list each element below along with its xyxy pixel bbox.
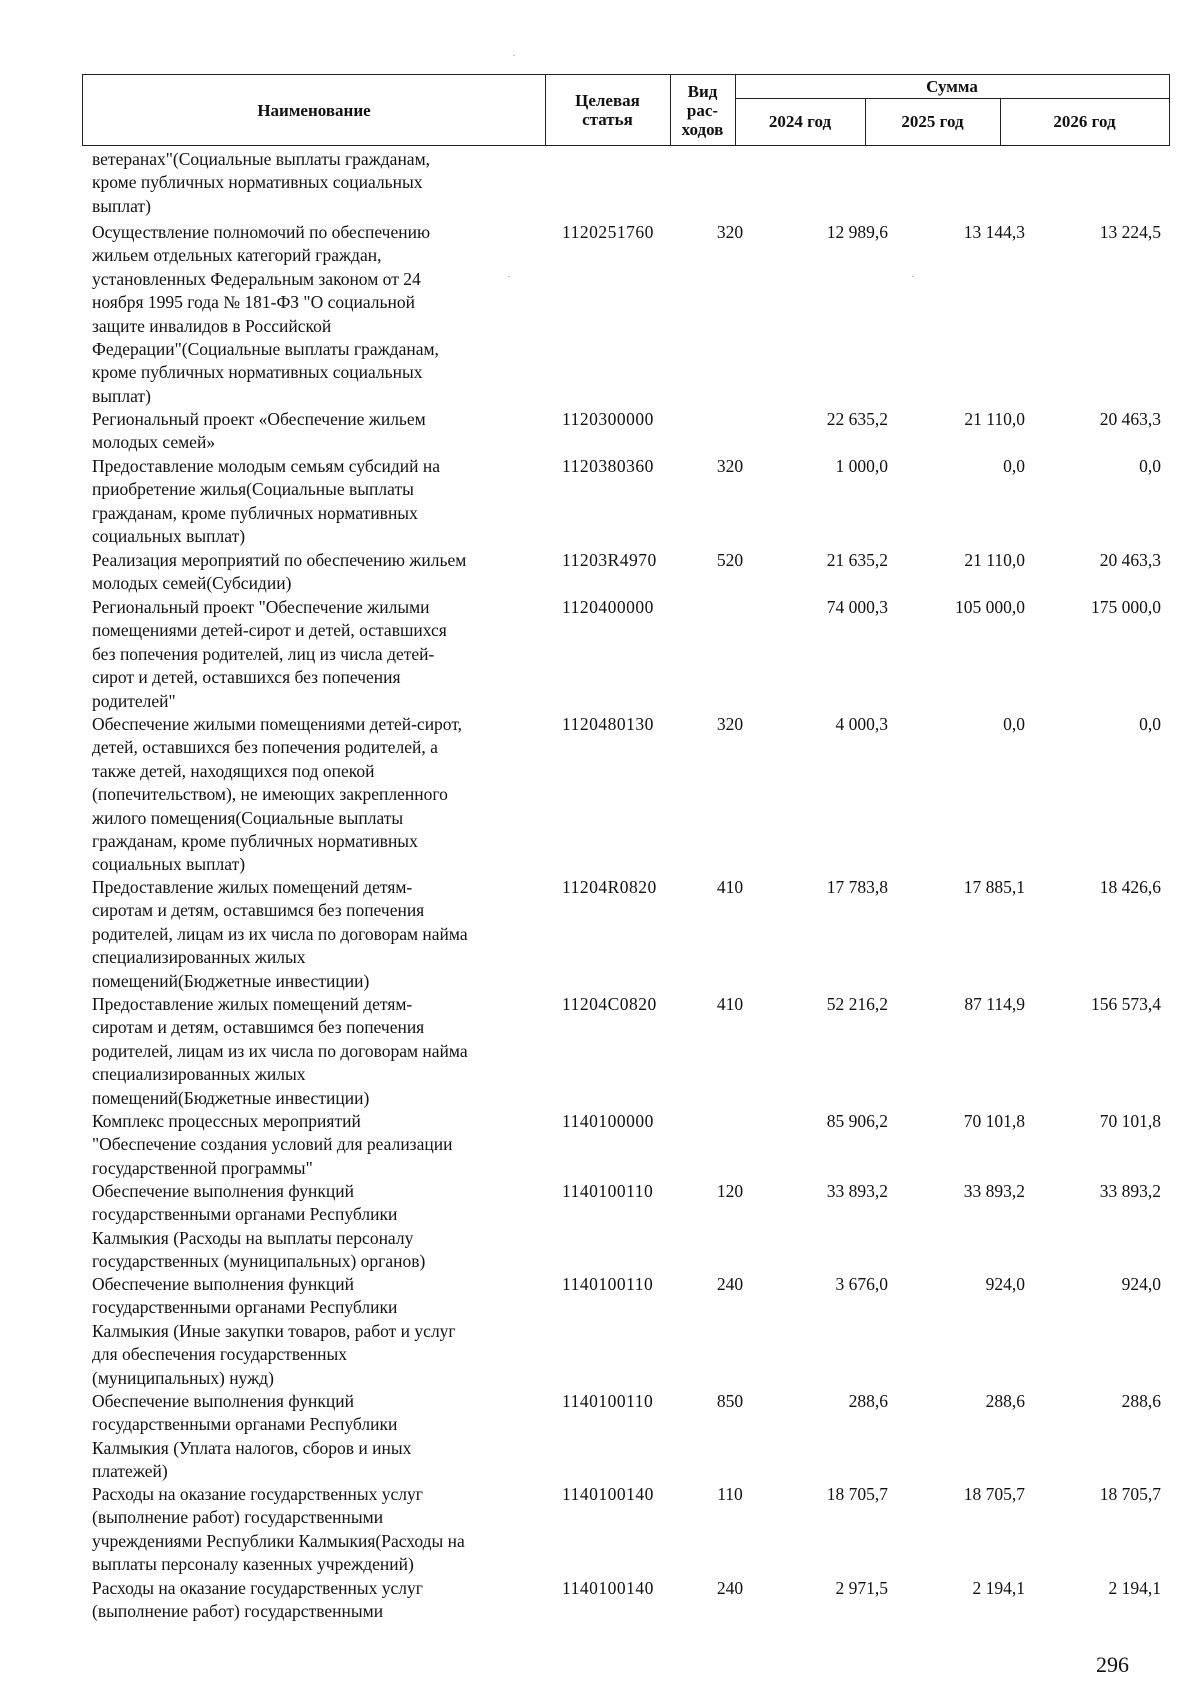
row-amount-2025: 105 000,0 [955,597,1025,617]
row-amount-2024: 21 635,2 [826,550,888,570]
row-target-code: 11203R4970 [562,550,657,570]
header-kind-line: рас- [686,100,719,120]
row-target-code: 1120300000 [562,409,654,429]
row-amount-2024: 52 216,2 [826,994,888,1014]
row-amount-2024: 2 971,5 [835,1578,888,1598]
row-target-code: 1120251760 [562,222,654,242]
row-target-code: 11204R0820 [562,877,657,897]
header-sum [735,75,1169,98]
header-name-label: Наименование [257,100,371,120]
row-kind: 410 [716,994,744,1014]
row-amount-2024: 74 000,3 [826,597,888,617]
row-amount-2026: 924,0 [1121,1274,1161,1294]
header-year-2024 [735,98,865,145]
row-name: Обеспечение жилыми помещениями детей-сирот, детей, оставшихся без попечения родителей, а также детей, находящихся под опекой (попечительством), не имеющих закрепленного жилого помещения(Социальные выплаты гражданам, кроме публичных нормативных социальных выплат) [92,714,463,875]
row-amount-2024: 18 705,7 [826,1484,888,1504]
row-amount-2026: 175 000,0 [1091,597,1161,617]
row-name: Региональный проект "Обеспечение жилыми помещениями детей-сирот и детей, оставшихся без попечения родителей, лиц из числа детей- сирот и детей, оставшихся без попечения родителей" [92,597,447,711]
row-kind: 520 [716,550,744,570]
row-name: Реализация мероприятий по обеспечению жильем молодых семей(Субсидии) [92,550,467,594]
row-target-code: 1140100140 [562,1578,654,1598]
header-target-line: Целевая [575,91,640,110]
row-name: Предоставление жилых помещений детям- сиротам и детям, оставшимся без попечения родителей, лицам из их числа по договорам найма специализированных жилых помещений(Бюджетные инвестиции) [92,877,468,991]
row-amount-2026: 0,0 [1139,456,1161,476]
row-target-code: 1140100110 [562,1274,654,1294]
row-amount-2026: 2 194,1 [1108,1578,1161,1598]
row-amount-2025: 924,0 [985,1274,1025,1294]
row-amount-2024: 1 000,0 [835,456,888,476]
row-amount-2026: 156 573,4 [1091,994,1161,1014]
header-year-label: 2024 год [768,112,832,131]
row-kind: 850 [716,1391,744,1411]
row-amount-2025: 87 114,9 [964,994,1025,1014]
row-amount-2026: 18 426,6 [1099,877,1161,897]
header-year-2025 [865,98,1000,145]
row-amount-2024: 4 000,3 [835,714,888,734]
row-amount-2025: 0,0 [1003,456,1025,476]
row-amount-2024: 12 989,6 [826,222,888,242]
row-amount-2026: 0,0 [1139,714,1161,734]
row-amount-2026: 70 101,8 [1099,1111,1161,1131]
row-kind: 240 [716,1274,744,1294]
row-name: Предоставление жилых помещений детям- сиротам и детям, оставшимся без попечения родителей, лицам из их числа по договорам найма специализированных жилых помещений(Бюджетные инвестиции) [92,994,468,1108]
row-target-code: 1140100000 [562,1111,654,1131]
page-number: 296 [1096,1652,1129,1677]
scan-speck [513,55,515,56]
row-amount-2025: 70 101,8 [963,1111,1025,1131]
row-amount-2026: 20 463,3 [1099,409,1161,429]
row-kind: 240 [716,1578,744,1598]
row-amount-2024: 17 783,8 [826,877,888,897]
row-amount-2024: 3 676,0 [835,1274,888,1294]
row-name: Расходы на оказание государственных услуг (выполнение работ) государственными [92,1578,423,1622]
header-year-2026 [1000,98,1169,145]
row-amount-2026: 33 893,2 [1099,1181,1161,1201]
row-kind: 120 [716,1181,744,1201]
row-target-code: 1140100140 [562,1484,654,1504]
row-amount-2025: 21 110,0 [964,409,1025,429]
row-name: Обеспечение выполнения функций государственными органами Республики Калмыкия (Уплата налогов, сборов и иных платежей) [92,1391,412,1482]
row-amount-2026: 288,6 [1121,1391,1161,1411]
row-target-code: 1120380360 [562,456,654,476]
header-target [545,75,670,145]
header-year-label: 2026 год [1053,112,1116,131]
row-amount-2024: 288,6 [848,1391,888,1411]
scan-speck [508,276,510,277]
row-name: Обеспечение выполнения функций государственными органами Республики Калмыкия (Иные закупки товаров, работ и услуг для обеспечения государственных (муниципальных) нужд) [92,1274,456,1388]
row-target-code: 11204C0820 [562,994,657,1014]
row-name: Комплекс процессных мероприятий "Обеспечение создания условий для реализации государственной программы" [92,1111,453,1178]
header-name [83,75,545,145]
row-amount-2024: 33 893,2 [826,1181,888,1201]
row-amount-2025: 18 705,7 [963,1484,1025,1504]
header-kind-line: Вид [687,81,718,101]
header-kind-line: ходов [681,119,724,139]
row-kind: 320 [716,456,744,476]
header-year-label: 2025 год [901,112,964,131]
header-target-line: статья [582,110,633,129]
row-name: Региональный проект «Обеспечение жильем молодых семей» [92,409,426,453]
row-kind: 110 [717,1484,743,1504]
row-name: ветеранах"(Социальные выплаты гражданам, кроме публичных нормативных социальных выплат) [92,149,431,216]
row-amount-2024: 22 635,2 [826,409,888,429]
row-name: Предоставление молодым семьям субсидий на приобретение жилья(Социальные выплаты гражданам, кроме публичных нормативных социальных выплат) [92,456,441,547]
row-amount-2025: 13 144,3 [963,222,1025,242]
row-amount-2024: 85 906,2 [826,1111,888,1131]
row-name: Обеспечение выполнения функций государственными органами Республики Калмыкия (Расходы на выплаты персоналу государственных (муниципальных) органов) [92,1181,426,1272]
row-amount-2025: 288,6 [985,1391,1025,1411]
row-target-code: 1140100110 [562,1181,654,1201]
row-amount-2026: 20 463,3 [1099,550,1161,570]
row-amount-2026: 13 224,5 [1099,222,1161,242]
row-target-code: 1120400000 [562,597,654,617]
row-amount-2025: 2 194,1 [972,1578,1025,1598]
row-kind: 320 [716,714,744,734]
row-amount-2025: 17 885,1 [963,877,1025,897]
row-amount-2026: 18 705,7 [1099,1484,1161,1504]
row-kind: 410 [716,877,744,897]
header-sum-label: Сумма [926,77,978,96]
row-target-code: 1140100110 [562,1391,654,1411]
row-name: Расходы на оказание государственных услуг (выполнение работ) государственными учреждениями Республики Калмыкия(Расходы на выплаты персоналу казенных учреждений) [92,1484,465,1575]
row-amount-2025: 33 893,2 [963,1181,1025,1201]
table-header [82,74,1170,146]
row-name: Осуществление полномочий по обеспечению жильем отдельных категорий граждан, установленных Федеральным законом от 24 ноября 1995 года № 181-ФЗ "О социальной защите инвалидов в Российской Федерации"(Социальные выплаты гражданам, кроме публичных нормативных социальных выплат) [92,222,439,406]
header-kind [670,75,735,145]
row-kind: 320 [716,222,744,242]
row-amount-2025: 21 110,0 [964,550,1025,570]
row-amount-2025: 0,0 [1003,714,1025,734]
row-target-code: 1120480130 [562,714,654,734]
scan-speck [912,276,914,277]
